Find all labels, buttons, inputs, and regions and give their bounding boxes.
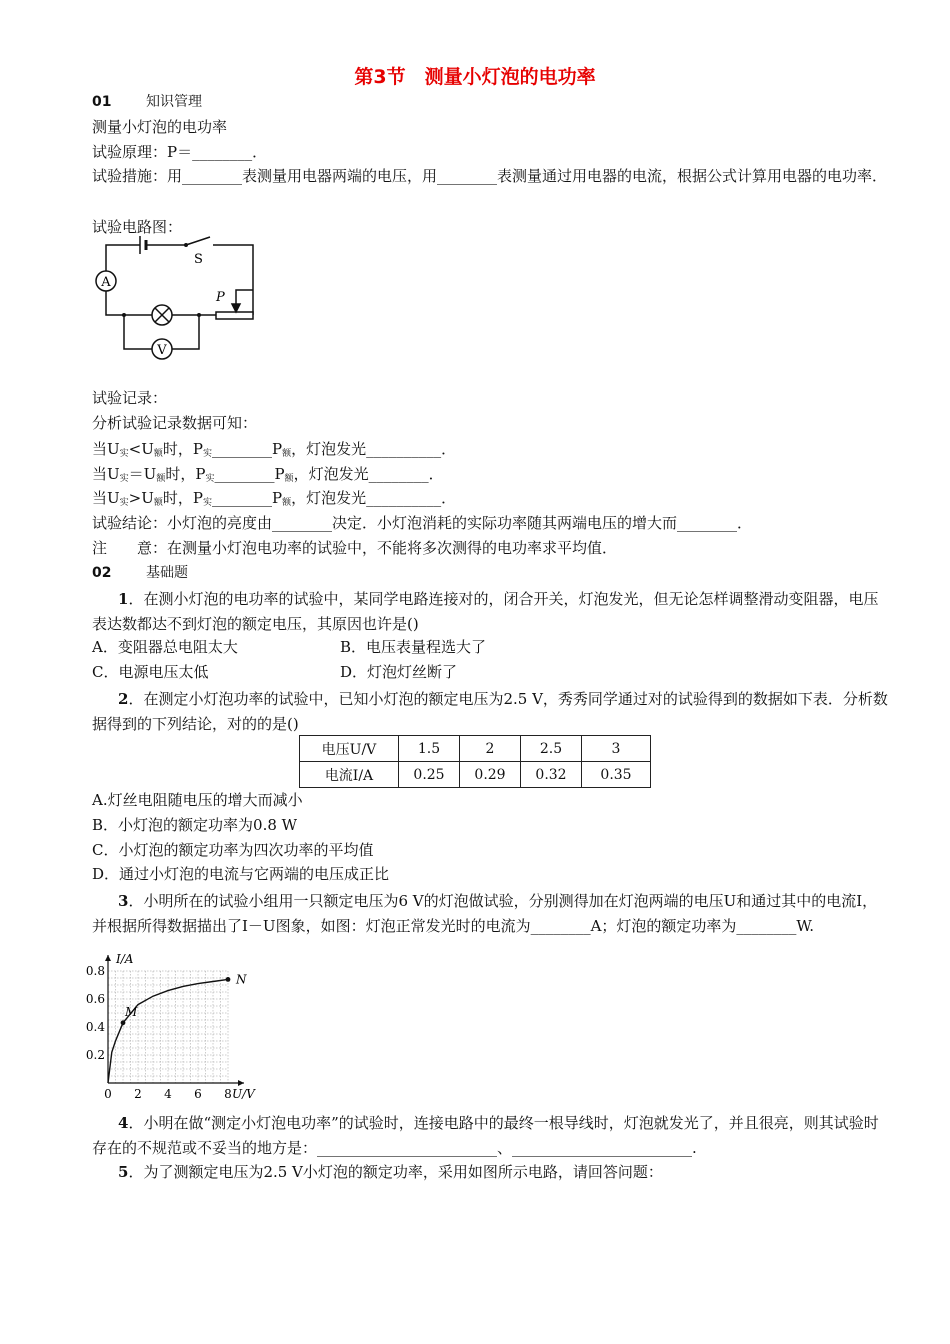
note-line: 注 意：在测量小灯泡电功率的试验中，不能将多次测得的电功率求平均值． [92,539,618,557]
point-n [226,977,231,982]
q1-option-a[interactable]: A．变阻器总电阻太大 [92,638,238,656]
wire-top-left [106,245,140,271]
ammeter-label: A [101,275,111,290]
q1-option-c[interactable]: C．电源电压太低 [92,663,209,681]
x-tick-label: 8 [224,1087,232,1101]
section-number: 01 [92,94,112,110]
table-cell: 电压U/V [300,736,399,762]
rheostat-body [216,312,253,319]
page-title: 第3节 测量小灯泡的电功率 [354,66,596,88]
question-5-stem: 5．为了测额定电压为2.5 V小灯泡的额定功率，采用如图所示电路，请回答问题： [118,1163,663,1181]
q2-option-d[interactable]: D．通过小灯泡的电流与它两端的电压成正比 [92,865,390,883]
table-cell: 3 [582,736,651,762]
table-cell: 1.5 [399,736,460,762]
point-m [121,1020,126,1025]
table-cell: 0.32 [521,762,582,788]
condition-equal: 当$U_实=U_额$时，$P_实\_\_\_\_\_\_\_\_P_额$，灯泡发光________． [92,465,444,484]
y-tick-label: 0.8 [85,964,105,978]
table-row [300,762,651,788]
point-label-m: M [125,1004,138,1019]
measure-paragraph: 试验措施：用________表测量用电器两端的电压，用________表测量通过用电器的电流，根据公式计算用电器的电功率． [92,167,888,185]
voltmeter-label: V [157,343,167,358]
section-label: 基础题 [146,565,188,581]
table-cell: 2 [460,736,521,762]
q1-option-b[interactable]: B．电压表量程选大了 [340,638,487,656]
q2-option-a[interactable]: A.灯丝电阻随电压的增大而减小 [92,791,303,809]
principle-line: 试验原理：P＝________． [92,143,268,161]
data-table [299,735,651,788]
q2-option-b[interactable]: B．小灯泡的额定功率为0.8 W [92,816,298,834]
record-label: 试验记录： [92,389,168,407]
question-3-stem: 3．小明所在的试验小组用一只额定电压为6 V的灯泡做试验，分别测得加在灯泡两端的电压U和通过其中的电流I，并根据所得数据描出了I－U图象，如图：灯泡正常发光时的电流为________A；灯泡的额定功率为________W. [92,892,878,935]
table-cell: 2.5 [521,736,582,762]
q2-option-c[interactable]: C．小灯泡的额定功率为四次功率的平均值 [92,841,374,859]
conclusion-line: 试验结论：小灯泡的亮度由________决定．小灯泡消耗的实际功率随其两端电压的增大而________． [92,514,753,532]
table-row [300,736,651,762]
q1-option-d[interactable]: D．灯泡灯丝断了 [340,663,458,681]
x-tick-label: 2 [134,1087,142,1101]
section-label: 知识管理 [146,94,202,110]
question-1-stem: 1．在测小灯泡的电功率的试验中，某同学电路连接对的，闭合开关，灯泡发光，但无论怎样调整滑动变阻器，电压表达数都达不到灯泡的额定电压，其原因也许是() [92,590,879,633]
table-cell: 电流I/A [300,762,399,788]
iu-chart [85,952,276,1105]
section-header-basic [92,563,188,583]
section-number: 02 [92,565,112,581]
x-tick-label: 0 [104,1087,112,1101]
wire-left [106,291,152,315]
y-axis-label: I/A [116,952,134,966]
slider-label: P [216,290,225,305]
section-header-knowledge [92,92,202,112]
y-tick-label: 0.2 [85,1048,105,1062]
condition-high: 当$U_实>U_额$时，$P_实\_\_\_\_\_\_\_\_P_额$，灯泡发光__________． [92,489,457,508]
question-2-stem: 2．在测定小灯泡功率的试验中，已知小灯泡的额定电压为2.5 V，秀秀同学通过对的试验得到的数据如下表．分析数据得到的下列结论，对的的是() [92,690,888,733]
x-axis-arrow [238,1080,244,1086]
slider-arrow-head [232,304,240,312]
table-cell: 0.35 [582,762,651,788]
topic-line: 测量小灯泡的电功率 [92,118,228,136]
point-label-n: N [236,972,247,987]
analysis-label: 分析试验记录数据可知： [92,414,258,432]
circuit-diagram [88,235,268,365]
switch-label: S [194,252,203,267]
x-tick-label: 4 [164,1087,172,1101]
question-4-stem: 4．小明在做“测定小灯泡电功率”的试验时，连接电路中的最终一根导线时，灯泡就发光了，并且很亮，则其试验时存在的不规范或不妥当的地方是：________________________、________________________. [92,1114,879,1157]
y-tick-label: 0.6 [85,992,105,1006]
x-axis-label: U/V [232,1087,255,1101]
switch-blade [186,237,210,245]
y-axis-arrow [105,955,111,961]
table-cell: 0.25 [399,762,460,788]
circuit-label: 试验电路图： [92,218,183,236]
y-tick-label: 0.4 [85,1020,105,1034]
table-cell: 0.29 [460,762,521,788]
x-tick-label: 6 [194,1087,202,1101]
condition-low: 当$U_实<U_额$时，$P_实\_\_\_\_\_\_\_\_P_额$，灯泡发光__________． [92,440,457,459]
